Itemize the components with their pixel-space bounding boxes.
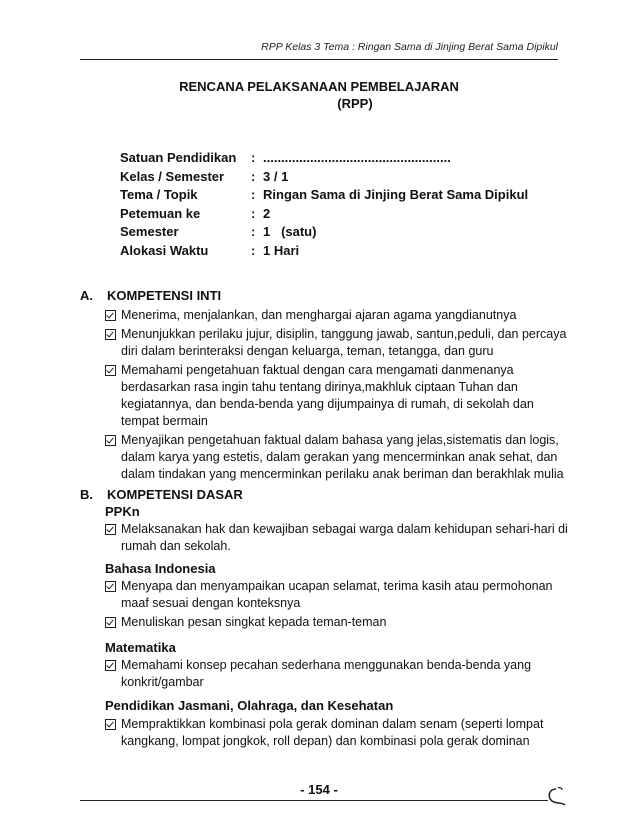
identity-colon: : [251, 150, 256, 165]
item-text: Menunjukkan perilaku jujur, disiplin, tanggung jawab, santun,peduli, dan percaya diri dalam berinteraksi dengan keluarga, teman, tetangga, dan guru [121, 327, 567, 358]
checkbox-icon [105, 435, 116, 446]
checkbox-icon [105, 365, 116, 376]
subject-heading: Matematika [105, 640, 176, 655]
item-text: Menyajikan pengetahuan faktual dalam bahasa yang jelas,sistematis dan logis, dalam karya yang estetis, dalam gerakan yang mencerminkan anak sehat, dan dalam tindakan yang mencerminkan perilaku anak beriman dan berakhlak mulia [121, 433, 564, 481]
document-title: RENCANA PELAKSANAAN PEMBELAJARAN [179, 79, 459, 94]
identity-colon: : [251, 168, 256, 184]
checkbox-icon [105, 329, 116, 340]
identity-table [120, 149, 528, 261]
identity-value: 3 / 1 [263, 168, 289, 184]
section-letter: B. [80, 487, 93, 502]
identity-colon: : [251, 187, 256, 203]
identity-label: Satuan Pendidikan [120, 150, 237, 165]
section-title: KOMPETENSI DASAR [107, 487, 243, 502]
footer-rule [80, 800, 548, 801]
identity-row [120, 242, 528, 261]
list-item [105, 614, 570, 631]
identity-label: Alokasi Waktu [120, 242, 209, 258]
running-header: RPP Kelas 3 Tema : Ringan Sama di Jinjing Berat Sama Dipikul [261, 41, 558, 53]
subject-item-list [105, 521, 570, 557]
identity-row [120, 186, 528, 205]
identity-label: Semester [120, 224, 179, 240]
identity-row [120, 223, 528, 242]
section-letter: A. [80, 288, 93, 303]
checkbox-icon [105, 660, 116, 671]
identity-value: 2 [263, 205, 271, 221]
checkbox-icon [105, 719, 116, 730]
item-text: Memahami konsep pecahan sederhana menggunakan benda-benda yang konkrit/gambar [121, 658, 532, 689]
core-competence-list [105, 307, 570, 485]
identity-row [120, 168, 528, 187]
list-item [105, 657, 570, 691]
identity-value: .................................................... [263, 150, 451, 165]
item-text: Menyapa dan menyampaikan ucapan selamat, terima kasih atau permohonan maaf sesuai dengan konteksnya [121, 579, 553, 610]
checkbox-icon [105, 581, 116, 592]
identity-colon: : [251, 224, 256, 240]
list-item [105, 432, 570, 483]
subject-item-list [105, 578, 570, 633]
identity-label: Tema / Topik [120, 187, 198, 203]
item-text: Mempraktikkan kombinasi pola gerak dominan dalam senam (seperti lompat kangkang, lompat jongkok, roll depan) dan kombinasi pola gerak dominan [121, 717, 544, 748]
item-text: Melaksanakan hak dan kewajiban sebagai warga dalam kehidupan sehari-hari di rumah dan sekolah. [121, 522, 568, 553]
identity-value: 1 (satu) [263, 224, 317, 240]
subject-heading: Bahasa Indonesia [105, 561, 216, 576]
checkbox-icon [105, 617, 116, 628]
swirl-ornament-icon [544, 786, 570, 808]
page-number: - 154 - [300, 782, 338, 797]
list-item [105, 326, 570, 360]
checkbox-icon [105, 310, 116, 321]
identity-colon: : [251, 205, 256, 221]
subject-heading: PPKn [105, 504, 140, 519]
identity-label: Kelas / Semester [120, 168, 225, 184]
identity-value: 1 Hari [263, 242, 300, 258]
list-item [105, 578, 570, 612]
list-item [105, 307, 570, 324]
header-rule [80, 59, 558, 60]
identity-row [120, 149, 528, 168]
section-title: KOMPETENSI INTI [107, 288, 222, 303]
list-item [105, 362, 570, 430]
subject-item-list [105, 657, 570, 693]
item-text: Menerima, menjalankan, dan menghargai ajaran agama yangdianutnya [121, 308, 517, 322]
subject-item-list [105, 716, 570, 752]
identity-row [120, 205, 528, 224]
identity-colon: : [251, 242, 256, 258]
identity-value: Ringan Sama di Jinjing Berat Sama Dipikul [263, 187, 529, 203]
document-subtitle: (RPP) [337, 96, 373, 111]
list-item [105, 521, 570, 555]
item-text: Menuliskan pesan singkat kepada teman-teman [121, 615, 387, 629]
list-item [105, 716, 570, 750]
item-text: Memahami pengetahuan faktual dengan cara mengamati danmenanya berdasarkan rasa ingin tahu tentang dirinya,makhluk ciptaan Tuhan dan kegiatannya, dan benda-benda yang dijumpainya di rumah, di sekolah dan tempat bermain [121, 363, 534, 428]
checkbox-icon [105, 524, 116, 535]
subject-heading: Pendidikan Jasmani, Olahraga, dan Kesehatan [105, 698, 394, 713]
identity-label: Petemuan ke [120, 205, 201, 221]
